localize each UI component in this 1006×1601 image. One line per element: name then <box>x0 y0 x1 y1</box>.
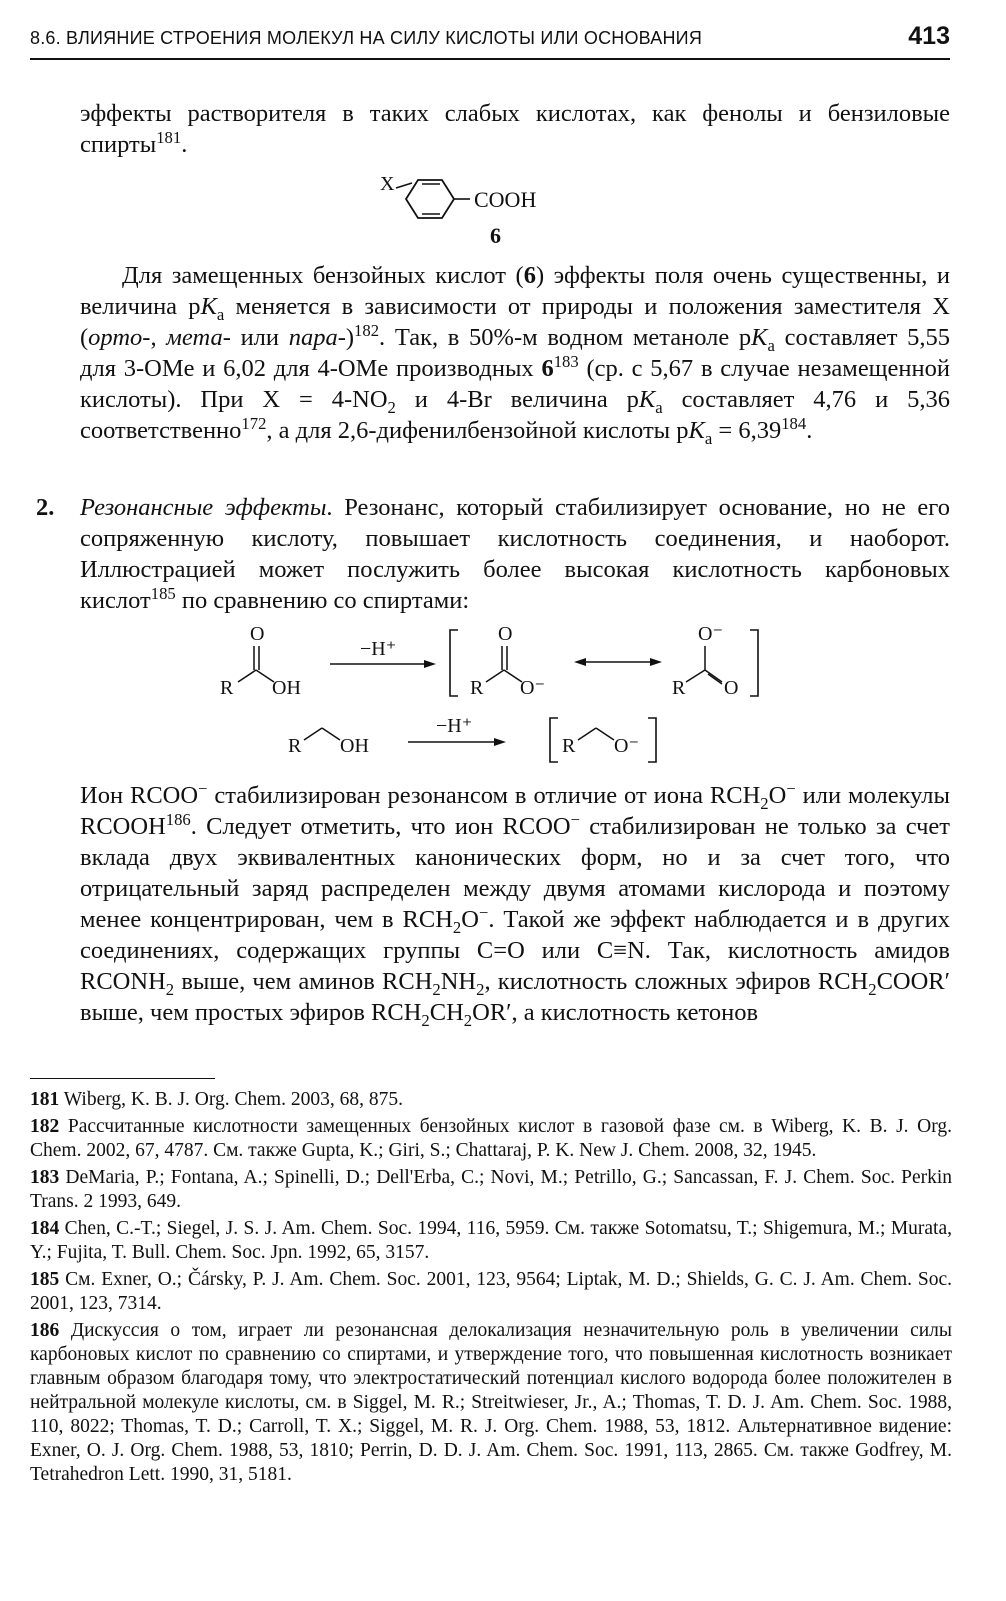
footnote-184: 184 Chen, C.-T.; Siegel, J. S. J. Am. Chem. Soc. 1994, 116, 5959. См. также Sotomatsu, T.; Shigemura, M.; Murata, Y.; Fujita, T. Bull. Chem. Soc. Jpn. 1992, 65, 3157. <box>30 1218 953 1263</box>
paragraph-rcoo: Ион RCOO− стабилизирован резонансом в отличие от иона $RCH_2O^-$ или молекулы RCOOH$^{186}$. Следует отметить, что ион RCOO− стабилизирован не только за счет вклада двух эквивалентных канонических форм, но и за счет того, что отрицательный заряд распределен между двумя атомами кислорода и поэтому менее концентрирован, чем в $RCH_2O^-$. Такой же эффект наблюдается и в других соединениях, содержащих группы C=O или C≡N. Так, кислотность амидов $RCONH_2$ выше, чем аминов $RCH_2NH_2$, кислотность сложных эфиров $RCH_2COOR'$ выше, чем простых эфиров $RCH_2CH_2OR'$, а кислотность кетонов <box>80 778 950 1030</box>
atom-o-minus: O⁻ <box>698 623 723 645</box>
atom-r: R <box>672 677 686 699</box>
paragraph-intro: эффекты растворителя в таких слабых кислотах, как фенолы и бензиловые спирты$^{181}$. <box>80 100 950 158</box>
paragraph-resonance: 2. Резонансные эффекты. Резонанс, который стабилизирует основание, но не его сопряженную кислоту, повышает кислотность соединения, и наоборот. Иллюстрацией может послужить более высокая кислотность карбоновых кислот$^{185}$ по сравнению со спиртами: <box>36 494 950 614</box>
footnote-182: 182 Рассчитанные кислотности замещенных бензойных кислот в газовой фазе см. в Wiberg, K. B. J. Org. Chem. 2002, 67, 4787. См. также Gupta, K.; Giri, S.; Chattaraj, P. K. New J. Chem. 2008, 32, 1945. <box>30 1116 953 1161</box>
atom-o-minus: O⁻ <box>614 735 639 757</box>
atom-o: O <box>250 623 265 645</box>
atom-r: R <box>288 735 302 757</box>
atom-o: O <box>724 677 739 699</box>
atom-r: R <box>470 677 484 699</box>
atom-r: R <box>562 735 576 757</box>
compound-label: 6 <box>490 223 501 248</box>
atom-o-minus: O⁻ <box>520 677 545 699</box>
atom-r: R <box>220 677 234 699</box>
page-header <box>30 14 950 54</box>
footnote-185: 185 См. Exner, O.; Čársky, P. J. Am. Chem. Soc. 2001, 123, 9564; Liptak, M. D.; Shields, G. C. J. Am. Chem. Soc. 2001, 123, 7314. <box>30 1269 952 1314</box>
footnote-181: 181 Wiberg, K. B. J. Org. Chem. 2003, 68, 875. <box>30 1089 403 1110</box>
running-title: 8.6. ВЛИЯНИЕ СТРОЕНИЯ МОЛЕКУЛ НА СИЛУ КИСЛОТЫ ИЛИ ОСНОВАНИЯ <box>30 28 703 48</box>
footnotes <box>30 1088 952 1490</box>
page-number: 413 <box>908 22 950 50</box>
header-rule <box>30 58 950 60</box>
atom-oh: OH <box>272 677 301 699</box>
atom-oh: OH <box>340 735 369 757</box>
compound-6-structure <box>380 168 600 248</box>
cooh-group: COOH <box>474 187 537 212</box>
reagent-label: −H⁺ <box>436 715 473 737</box>
atom-o: O <box>498 623 513 645</box>
reagent-label: −H⁺ <box>360 638 397 660</box>
paragraph-benzoic: Для замещенных бензойных кислот (6) эффекты поля очень существенны, и величина $pK_a$ меняется в зависимости от природы и положения заместителя X (орто-, мета- или пара-)$^{182}$. Так, в 50%-м водном метаноле $pK_a$ составляет 5,55 для 3-OMe и 6,02 для 4-OMe производных $6^{183}$ (ср. с 5,67 в случае незамещенной кислоты). При $X = 4-NO_2$ и 4-Br величина $pK_a$ составляет 4,76 и 5,36 соответственно$^{172}$, а для 2,6-дифенилбензойной кислоты $pK_a = 6,39^{184}$. <box>80 262 951 448</box>
footnote-183: 183 DeMaria, P.; Fontana, A.; Spinelli, D.; Dell'Erba, C.; Novi, M.; Petrillo, G.; Sancassan, F. J. Chem. Soc. Perkin Trans. 2 1993, 649. <box>30 1167 953 1212</box>
footnote-rule <box>30 1078 215 1079</box>
footnote-186: 186 Дискуссия о том, играет ли резонансная делокализация незначительную роль в увеличении силы карбоновых кислот по сравнению со спиртами, и утверждение того, что повышенная кислотность возникает главным образом благодаря тому, что электростатический потенциал кислого водорода более положителен в нейтральной молекуле кислоты, см. в Siggel, M. R.; Streitwieser, Jr., A.; Thomas, T. D. J. Am. Chem. Soc. 1988, 110, 8022; Thomas, T. D.; Carroll, T. X.; Siggel, M. R. J. Org. Chem. 1988, 53, 1812. Альтернативное видение: Exner, O. J. Org. Chem. 1988, 53, 1810; Perrin, D. D. J. Am. Chem. Soc. 1991, 113, 2865. См. также Godfrey, M. Tetrahedron Lett. 1990, 31, 5181. <box>30 1320 952 1485</box>
resonance-scheme <box>210 622 810 772</box>
substituent-x: X <box>380 173 395 195</box>
